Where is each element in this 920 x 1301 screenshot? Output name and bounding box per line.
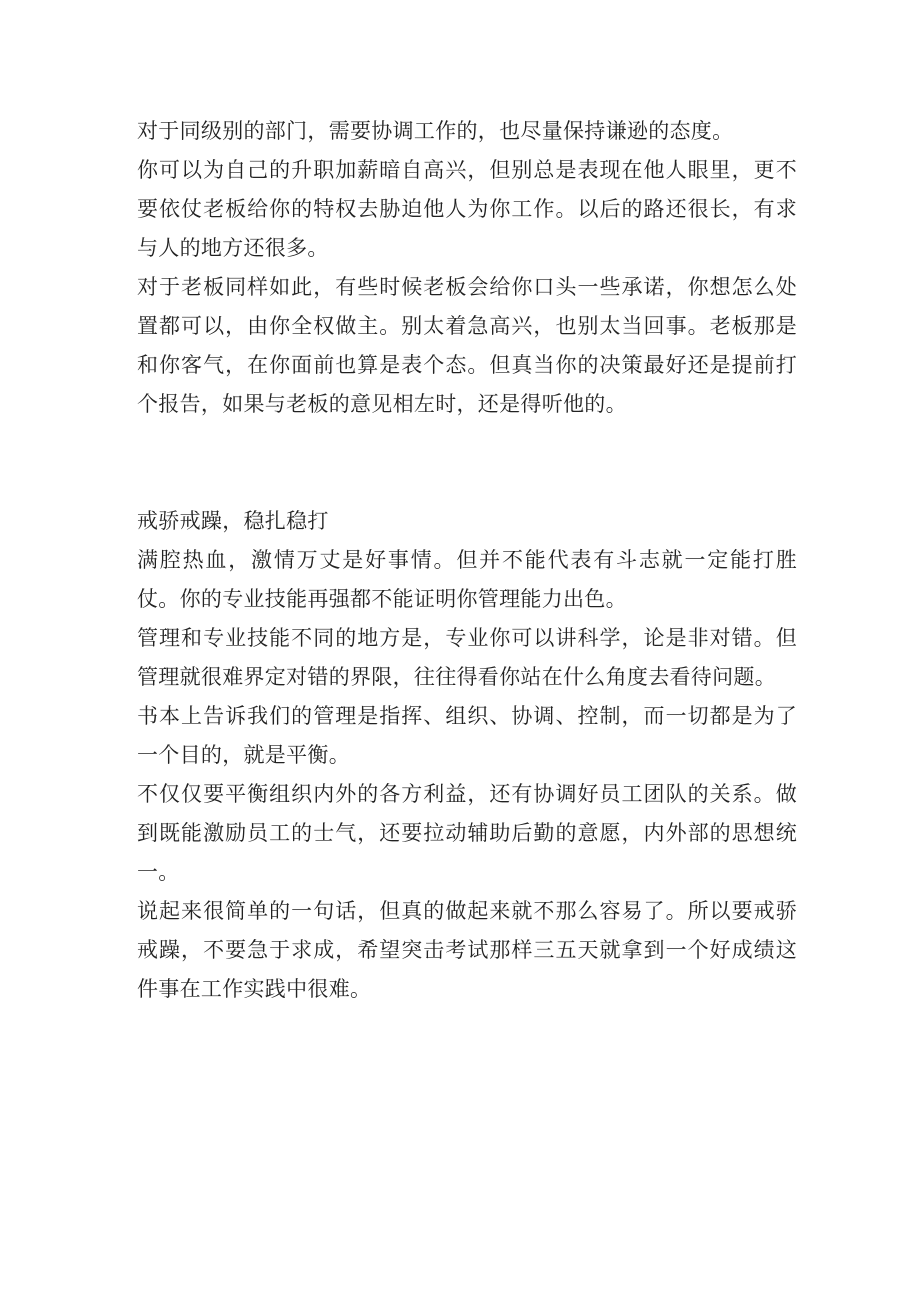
section-spacer [137, 424, 797, 502]
paragraph: 说起来很简单的一句话，但真的做起来就不那么容易了。所以要戒骄戒躁，不要急于求成，希望突击考试那样三五天就拿到一个好成绩这件事在工作实践中很难。 [137, 899, 797, 1001]
paragraph: 满腔热血，激情万丈是好事情。但并不能代表有斗志就一定能打胜仗。你的专业技能再强都不能证明你管理能力出色。 [137, 548, 797, 611]
paragraph: 对于同级别的部门，需要协调工作的，也尽量保持谦逊的态度。 [137, 119, 734, 143]
paragraph: 不仅仅要平衡组织内外的各方利益，还有协调好员工团队的关系。做到既能激励员工的士气，还要拉动辅助后勤的意愿，内外部的思想统一。 [137, 782, 797, 884]
paragraph: 对于老板同样如此，有些时候老板会给你口头一些承诺，你想怎么处置都可以，由你全权做主。别太着急高兴，也别太当回事。老板那是和你客气，在你面前也算是表个态。但真当你的决策最好还是提前打个报告，如果与老板的意见相左时，还是得听他的。 [137, 275, 797, 416]
section-heading: 戒骄戒躁，稳扎稳打 [137, 509, 329, 533]
paragraph: 你可以为自己的升职加薪暗自高兴，但别总是表现在他人眼里，更不要依仗老板给你的特权去胁迫他人为你工作。以后的路还很长，有求与人的地方还很多。 [137, 158, 797, 260]
paragraph: 管理和专业技能不同的地方是，专业你可以讲科学，论是非对错。但管理就很难界定对错的界限，往往得看你站在什么角度去看待问题。 [137, 626, 797, 689]
paragraph: 书本上告诉我们的管理是指挥、组织、协调、控制，而一切都是为了一个目的，就是平衡。 [137, 704, 797, 767]
document-body [137, 112, 797, 1009]
